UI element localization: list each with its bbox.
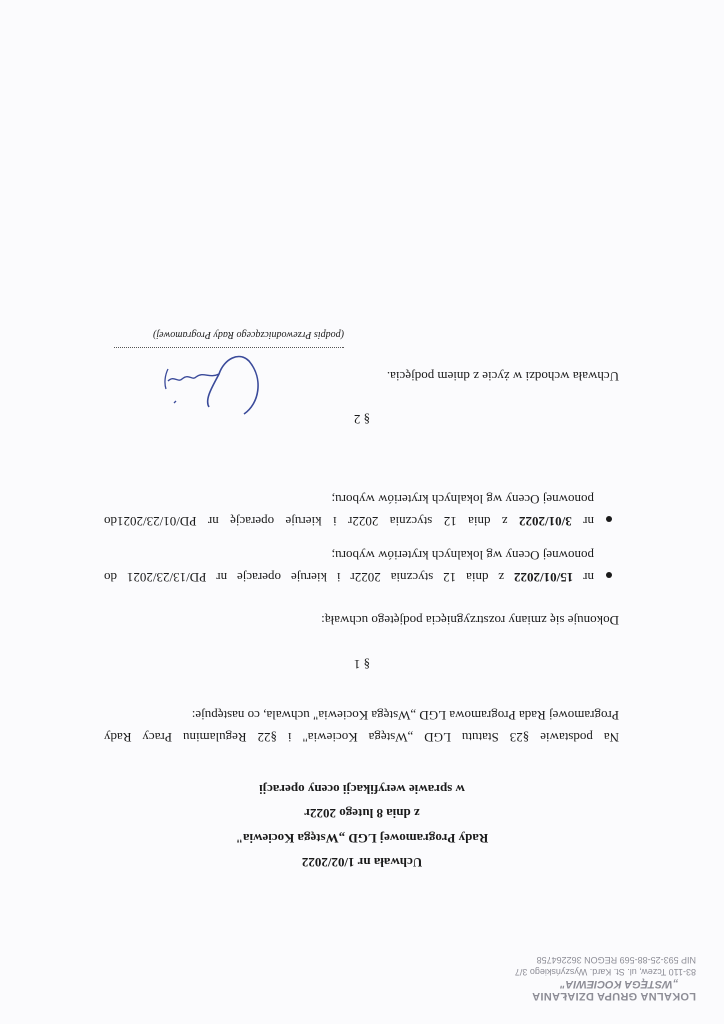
stamp-nip-regon: NIP 593-25-88-569 REGON 362264758 <box>536 955 696 965</box>
resolution-number: 3/01/2022 <box>519 514 572 529</box>
resolution-subject: w sprawie weryfikacji oceny operacji <box>259 782 465 797</box>
signature-caption: (podpis Przewodniczącego Rady Programowej) <box>153 329 344 340</box>
section-2-label: § 2 <box>353 412 371 427</box>
section-1-label: § 1 <box>353 657 371 672</box>
stamp-line-1: LOKALNA GRUPA DZIAŁANIA <box>531 990 696 1002</box>
list-item: nr 3/01/2022 z dnia 12 stycznia 2022r i kieruje operację nr PD/01/23/2021do ponownej Oceny wg lokalnych kryteriów wyboru; <box>104 492 594 529</box>
bullet-icon <box>606 516 612 522</box>
list-item: nr 15/01/2022 z dnia 12 stycznia 2022r i kieruje operacje nr PD/13/23/2021 do ponownej Oceny wg lokalnych kryteriów wyboru; <box>104 548 594 585</box>
resolution-title: Uchwała nr 1/02/2022 <box>301 855 423 870</box>
section-2-text: Uchwała wchodzi w życie z dniem podjęcia. <box>386 369 619 384</box>
section-1-intro: Dokonuje się zmiany rozstrzygnięcia podjętego uchwałą: <box>321 613 619 628</box>
stamp-address: 83-110 Tczew, ul. St. Kard. Wyszyńskiego 3/7 <box>514 967 696 977</box>
stamp-line-2: „WSTĘGA KOCIEWIA" <box>560 978 678 990</box>
organization-stamp <box>496 954 696 1002</box>
resolution-number: 15/01/2022 <box>514 570 574 585</box>
resolution-date: z dnia 8 lutego 2022r <box>304 806 420 821</box>
resolution-body: Rady Programowej LGD „Wstęga Kociewia" <box>235 831 489 846</box>
preamble <box>104 704 619 748</box>
bullet-icon <box>606 572 612 578</box>
preamble-line-1: Na podstawie §23 Statutu LGD „Wstęga Kociewia" i §22 Regulaminu Pracy Rady <box>104 730 619 745</box>
signature-line <box>114 347 344 348</box>
handwritten-signature <box>154 349 264 419</box>
preamble-line-2: Programowej Rada Programowa LGD „Wstęga Kociewia" uchwala, co następuje: <box>191 708 619 723</box>
